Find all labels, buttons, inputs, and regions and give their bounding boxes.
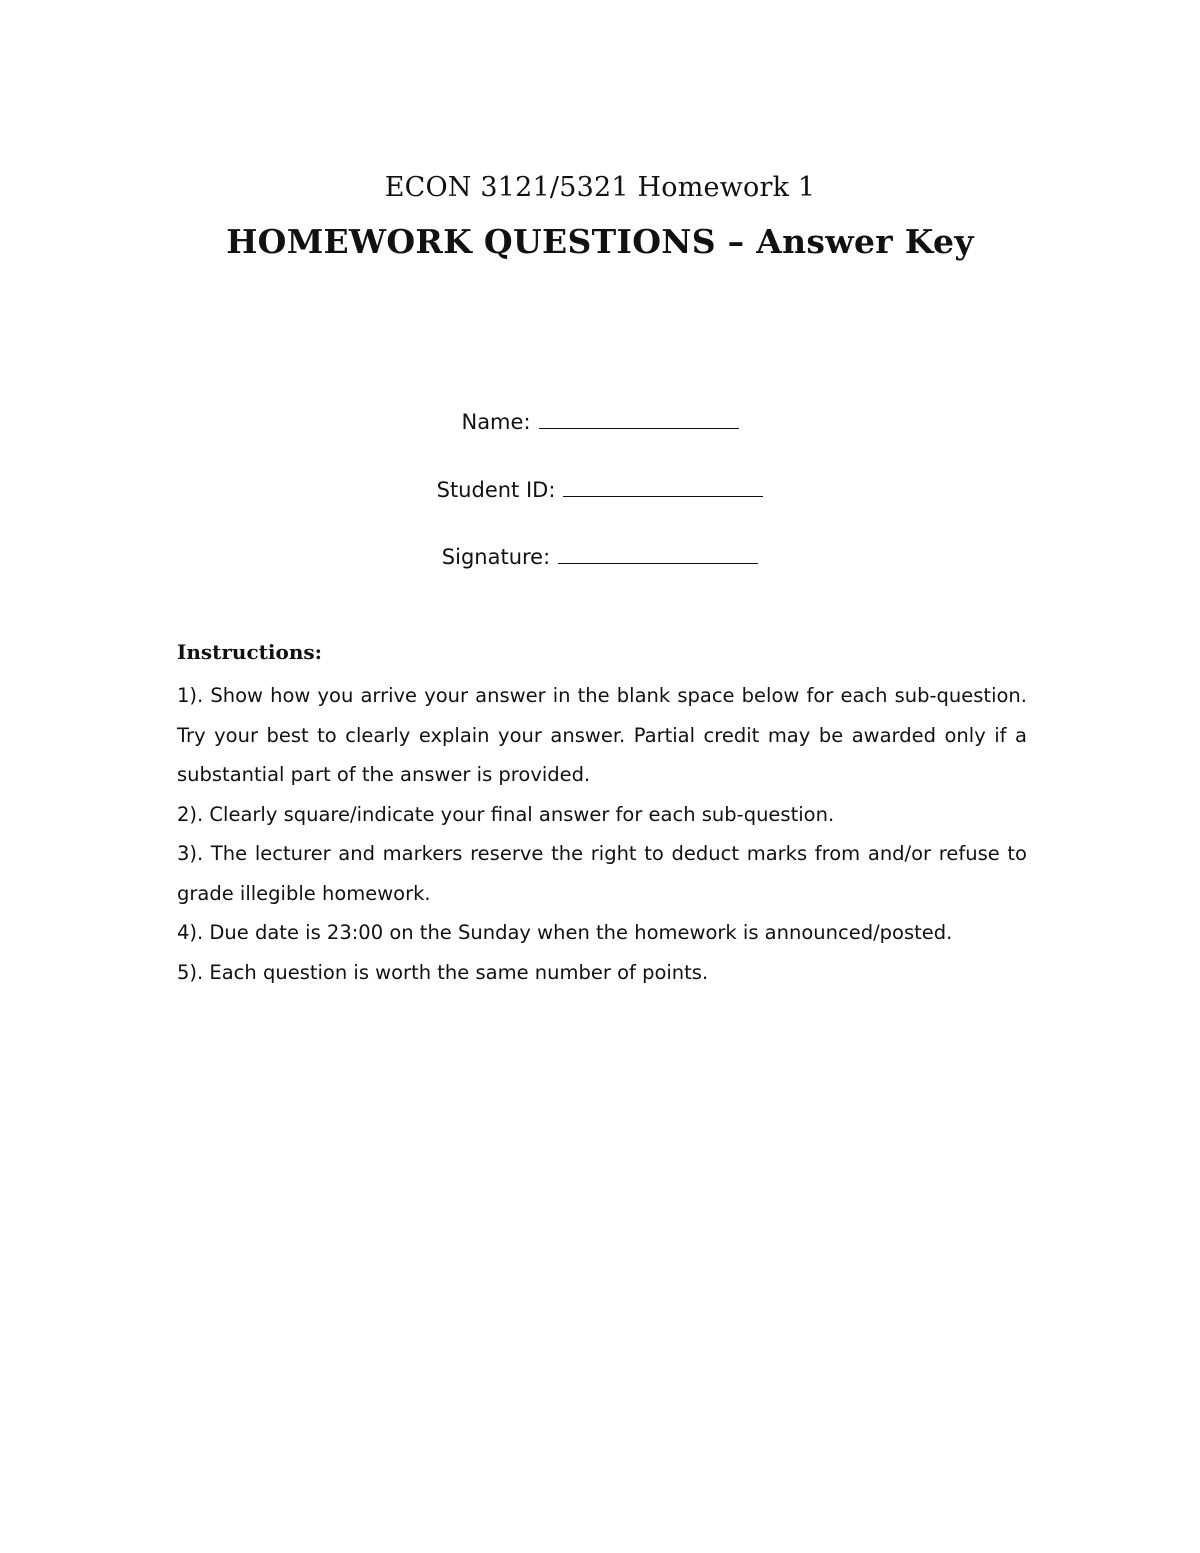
instruction-item: 2). Clearly square/indicate your final answer for each sub-question. — [177, 802, 835, 826]
name-field — [0, 410, 1200, 434]
course-title: ECON 3121/5321 Homework 1 — [384, 172, 816, 203]
instruction-item: 3). The lecturer and markers reserve the right to deduct marks from and/or refuse to grade illegible homework. — [177, 842, 1027, 905]
signature-field — [0, 545, 1200, 569]
signature-label: Signature: — [441, 545, 551, 569]
name-label: Name: — [461, 410, 531, 434]
student-id-field — [0, 478, 1200, 502]
student-id-label: Student ID: — [436, 478, 556, 502]
instructions-section — [177, 638, 1027, 992]
signature-blank-line — [558, 545, 758, 564]
instructions-heading: Instructions: — [177, 640, 323, 664]
name-blank-line — [539, 410, 739, 429]
instruction-item: 4). Due date is 23:00 on the Sunday when the homework is announced/posted. — [177, 921, 953, 944]
main-title: HOMEWORK QUESTIONS – Answer Key — [226, 222, 974, 261]
student-id-blank-line — [563, 478, 763, 497]
instruction-item: 1). Show how you arrive your answer in the blank space below for each sub-question. Try your best to clearly explain your answer. Partial credit may be awarded only if a substantial part of the answer is provided. — [177, 684, 1027, 786]
instruction-item: 5). Each question is worth the same number of points. — [177, 960, 709, 984]
